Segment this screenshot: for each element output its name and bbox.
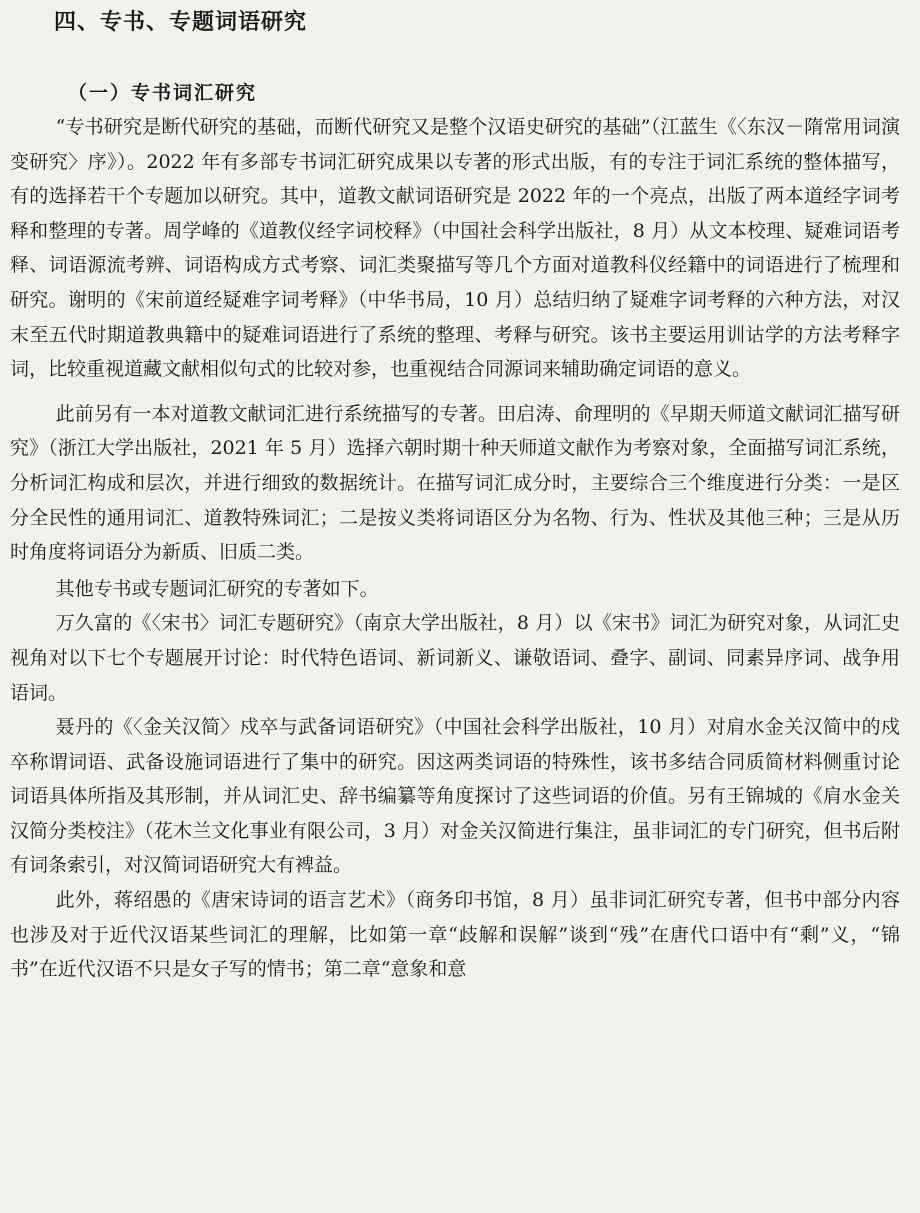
paragraph-3: 其他专书或专题词汇研究的专著如下。	[55, 577, 379, 600]
paragraph-5: 聂丹的《〈金关汉简〉戍卒与武备词语研究》（中国社会科学出版社，10 月）对肩水金关汉简中的戍卒称谓词语、武备设施词语进行了集中的研究。因这两类词语的特殊性，该书多结合同质简材料侧重讨论词语具体所指及其形制，并从词汇史、辞书编纂等角度探讨了这些词语的价值。另有王锦城的《肩水金关汉简分类校注》（花木兰文化事业有限公司，3 月）对金关汉简进行集注，虽非词汇的专门研究，但书后附有词条索引，对汉简词语研究大有裨益。	[10, 716, 900, 877]
paragraph-6: 此外，蒋绍愚的《唐宋诗词的语言艺术》（商务印书馆，8 月）虽非词汇研究专著，但书中部分内容也涉及对于近代汉语某些词汇的理解，比如第一章“歧解和误解”谈到“残”在唐代口语中有“剩”义，“锦书”在近代汉语不只是女子写的情书；第二章“意象和意	[10, 889, 900, 981]
subsection-title: （一）专书词汇研究	[68, 82, 258, 104]
paragraph-4: 万久富的《〈宋书〉词汇专题研究》（南京大学出版社，8 月）以《宋书》词汇为研究对象，从词汇史视角对以下七个专题展开讨论：时代特色语词、新词新义、谦敬语词、叠字、副词、同素异序词、战争用语词。	[10, 612, 900, 704]
paragraph-2: 此前另有一本对道教文献词汇进行系统描写的专著。田启涛、俞理明的《早期天师道文献词汇描写研究》（浙江大学出版社，2021 年 5 月）选择六朝时期十种天师道文献作为考察对象，全面描写词汇系统，分析词汇构成和层次，并进行细致的数据统计。在描写词汇成分时，主要综合三个维度进行分类：一是区分全民性的通用词汇、道教特殊词汇；二是按义类将词语区分为名物、行为、性状及其他三种；三是从历时角度将词语分为新质、旧质二类。	[10, 402, 900, 564]
section-title: 四、专书、专题词语研究	[54, 10, 308, 35]
paragraph-1: “专书研究是断代研究的基础，而断代研究又是整个汉语史研究的基础”（江蓝生《〈东汉－隋常用词演变研究〉序》）。2022 年有多部专书词汇研究成果以专著的形式出版，有的专注于词汇系统的整体描写，有的选择若干个专题加以研究。其中，道教文献词语研究是 2022 年的一个亮点，出版了两本道经字词考释和整理的专著。周学峰的《道教仪经字词校释》（中国社会科学出版社，8 月）从文本校理、疑难词语考释、词语源流考辨、词语构成方式考察、词汇类聚描写等几个方面对道教科仪经籍中的词语进行了梳理和研究。谢明的《宋前道经疑难字词考释》（中华书局，10 月）总结归纳了疑难字词考释的六种方法，对汉末至五代时期道教典籍中的疑难词语进行了系统的整理、考释与研究。该书主要运用训诂学的方法考释字词，比较重视道藏文献相似句式的比较对参，也重视结合同源词来辅助确定词语的意义。	[10, 116, 900, 381]
